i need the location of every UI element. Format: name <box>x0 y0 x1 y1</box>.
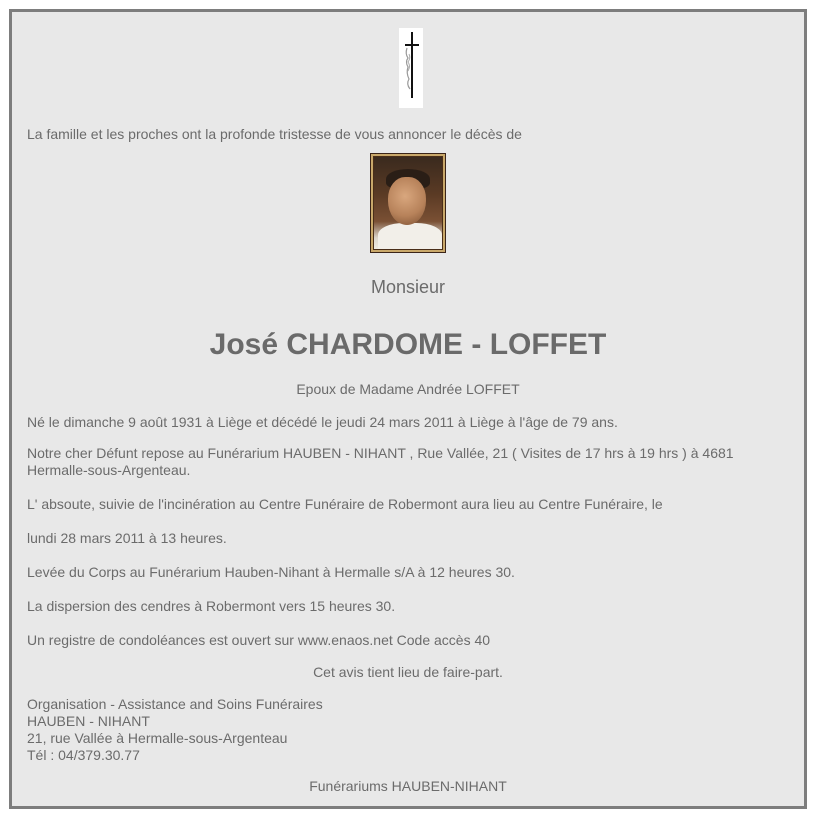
organisation-line-1: Organisation - Assistance and Soins Funéraires <box>27 696 323 712</box>
registre-text: Un registre de condoléances est ouvert sur www.enaos.net Code accès 40 <box>27 632 491 648</box>
repose-line-2: Hermalle-sous-Argenteau. <box>27 462 191 478</box>
spouse-line: Epoux de Madame Andrée LOFFET <box>296 381 520 397</box>
repose-line-1: Notre cher Défunt repose au Funérarium HAUBEN - NIHANT , Rue Vallée, 21 ( Visites de 17 hrs à 19 hrs ) à 4681 <box>27 445 734 461</box>
ceremony-date: lundi 28 mars 2011 à 13 heures. <box>27 530 227 546</box>
deceased-name: José CHARDOME - LOFFET <box>209 328 607 361</box>
intro-text: La famille et les proches ont la profonde tristesse de vous annoncer le décès de <box>27 126 522 142</box>
footer-text: Funérariums HAUBEN-NIHANT <box>309 778 507 794</box>
organisation-line-4: Tél : 04/379.30.77 <box>27 747 140 763</box>
obituary-card <box>9 9 807 809</box>
honorific-title: Monsieur <box>370 277 446 297</box>
organisation-line-3: 21, rue Vallée à Hermalle-sous-Argenteau <box>27 730 288 746</box>
cross-icon <box>399 28 423 108</box>
dispersion-text: La dispersion des cendres à Robermont vers 15 heures 30. <box>27 598 396 614</box>
levee-text: Levée du Corps au Funérarium Hauben-Nihant à Hermalle s/A à 12 heures 30. <box>27 564 515 580</box>
portrait-photo <box>370 153 446 253</box>
birth-death-text: Né le dimanche 9 août 1931 à Liège et décédé le jeudi 24 mars 2011 à Liège à l'âge de 79 ans. <box>27 414 618 430</box>
absoute-text: L' absoute, suivie de l'incinération au Centre Funéraire de Robermont aura lieu au Centre Funéraire, le <box>27 496 663 512</box>
organisation-line-2: HAUBEN - NIHANT <box>27 713 150 729</box>
faire-part-text: Cet avis tient lieu de faire-part. <box>313 664 503 680</box>
